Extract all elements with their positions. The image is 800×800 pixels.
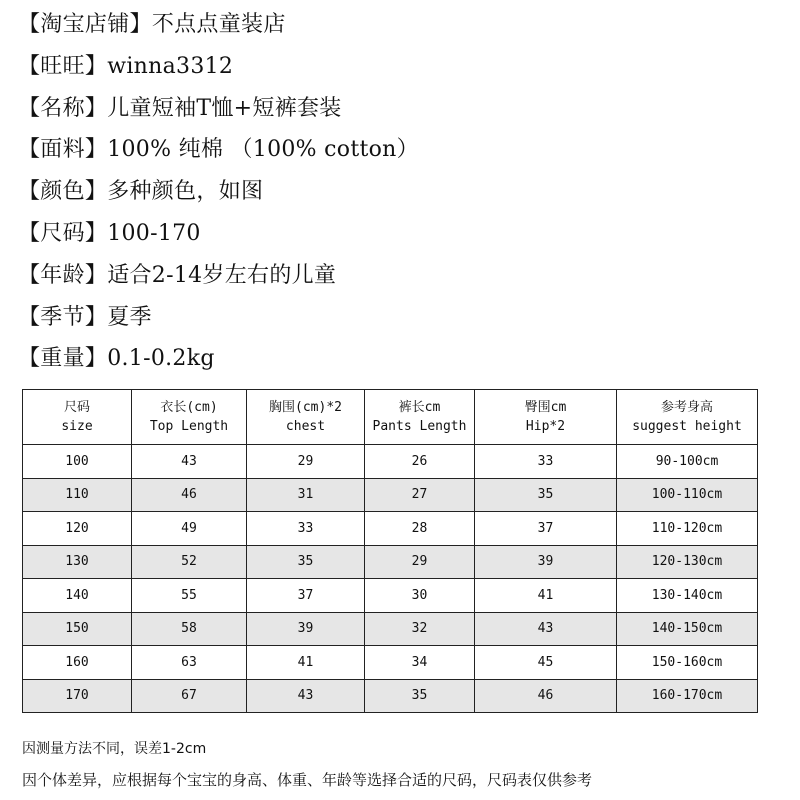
- info-line-wangwang: [18, 46, 788, 88]
- table-cell: 150: [23, 612, 132, 646]
- table-cell: 160-170cm: [617, 679, 758, 713]
- table-cell: 28: [365, 512, 475, 546]
- table-cell: 35: [365, 679, 475, 713]
- table-cell: 100: [23, 445, 132, 479]
- size-chart-table: [22, 389, 758, 713]
- info-value: 儿童短袖T恤+短裤套装: [107, 95, 342, 121]
- info-value: winna3312: [107, 53, 234, 79]
- table-cell: 43: [475, 612, 617, 646]
- table-row: [23, 579, 758, 613]
- info-line-name: [18, 88, 788, 130]
- table-cell: 63: [132, 646, 247, 680]
- table-cell: 27: [365, 478, 475, 512]
- info-label: 【季节】: [18, 304, 108, 330]
- table-cell: 46: [475, 679, 617, 713]
- table-cell: 37: [247, 579, 365, 613]
- table-cell: 26: [365, 445, 475, 479]
- table-cell: 34: [365, 646, 475, 680]
- table-row: [23, 646, 758, 680]
- info-label: 【名称】: [18, 95, 108, 121]
- table-cell: 43: [247, 679, 365, 713]
- header-en: Hip*2: [525, 419, 566, 434]
- header-pants-length: [365, 390, 475, 445]
- header-cn: 尺码: [63, 400, 90, 415]
- table-cell: 150-160cm: [617, 646, 758, 680]
- measurement-note: 因测量方法不同，误差1-2cm: [22, 741, 207, 757]
- header-cn: 胸围(cm)*2: [269, 400, 342, 415]
- info-value: 100-170: [107, 220, 201, 246]
- header-en: chest: [285, 419, 326, 434]
- info-label: 【尺码】: [18, 220, 108, 246]
- table-cell: 120: [23, 512, 132, 546]
- table-cell: 45: [475, 646, 617, 680]
- info-line-weight: [18, 338, 788, 380]
- table-cell: 32: [365, 612, 475, 646]
- header-en: Pants Length: [372, 419, 467, 434]
- info-line-size: [18, 213, 788, 255]
- header-cn: 参考身高: [660, 400, 713, 415]
- table-cell: 140-150cm: [617, 612, 758, 646]
- size-advice-note: 因个体差异，应根据每个宝宝的身高、体重、年龄等选择合适的尺码，尺码表仅供参考: [22, 771, 593, 789]
- table-cell: 140: [23, 579, 132, 613]
- info-value: 0.1-0.2kg: [107, 346, 215, 372]
- info-label: 【旺旺】: [18, 53, 108, 79]
- table-row: [23, 545, 758, 579]
- info-value: 100% 纯棉 （100% cotton）: [107, 137, 419, 163]
- info-label: 【颜色】: [18, 179, 108, 205]
- table-cell: 58: [132, 612, 247, 646]
- table-cell: 33: [247, 512, 365, 546]
- table-cell: 120-130cm: [617, 545, 758, 579]
- header-chest: [247, 390, 365, 445]
- info-label: 【年龄】: [18, 262, 108, 288]
- info-line-color: [18, 171, 788, 213]
- table-cell: 67: [132, 679, 247, 713]
- table-cell: 29: [247, 445, 365, 479]
- table-cell: 29: [365, 545, 475, 579]
- info-label: 【淘宝店铺】: [18, 12, 152, 37]
- table-cell: 130-140cm: [617, 579, 758, 613]
- table-cell: 35: [475, 478, 617, 512]
- table-cell: 41: [247, 646, 365, 680]
- header-size: [23, 390, 132, 445]
- table-cell: 110-120cm: [617, 512, 758, 546]
- table-cell: 55: [132, 579, 247, 613]
- info-value: 不点点童装店: [151, 12, 286, 37]
- table-cell: 46: [132, 478, 247, 512]
- header-cn: 裤长cm: [398, 400, 441, 415]
- table-row: [23, 612, 758, 646]
- header-en: suggest height: [632, 419, 742, 434]
- info-label: 【重量】: [18, 346, 108, 372]
- table-cell: 31: [247, 478, 365, 512]
- table-header-row: [23, 390, 758, 445]
- info-line-season: [18, 297, 788, 339]
- table-cell: 170: [23, 679, 132, 713]
- table-cell: 130: [23, 545, 132, 579]
- product-info: [18, 4, 788, 380]
- header-hip: [475, 390, 617, 445]
- info-line-fabric: [18, 129, 788, 171]
- table-cell: 39: [475, 545, 617, 579]
- table-cell: 49: [132, 512, 247, 546]
- header-en: Top Length: [149, 419, 229, 434]
- header-cn: 臀围cm: [524, 400, 567, 415]
- table-row: [23, 679, 758, 713]
- header-top-length: [132, 390, 247, 445]
- table-cell: 160: [23, 646, 132, 680]
- table-cell: 39: [247, 612, 365, 646]
- table-cell: 33: [475, 445, 617, 479]
- table-cell: 52: [132, 545, 247, 579]
- table-row: [23, 512, 758, 546]
- table-cell: 100-110cm: [617, 478, 758, 512]
- table-cell: 43: [132, 445, 247, 479]
- info-value: 适合2-14岁左右的儿童: [107, 262, 337, 288]
- header-suggest-height: [617, 390, 758, 445]
- table-row: [23, 445, 758, 479]
- info-line-age: [18, 255, 788, 297]
- header-en: size: [61, 419, 93, 434]
- info-label: 【面料】: [18, 137, 108, 163]
- table-cell: 41: [475, 579, 617, 613]
- table-cell: 30: [365, 579, 475, 613]
- header-cn: 衣长(cm): [160, 400, 218, 415]
- table-row: [23, 478, 758, 512]
- table-cell: 90-100cm: [617, 445, 758, 479]
- info-value: 多种颜色，如图: [107, 179, 264, 205]
- table-cell: 110: [23, 478, 132, 512]
- info-value: 夏季: [107, 304, 152, 330]
- table-cell: 35: [247, 545, 365, 579]
- info-line-shop: [18, 4, 788, 46]
- table-cell: 37: [475, 512, 617, 546]
